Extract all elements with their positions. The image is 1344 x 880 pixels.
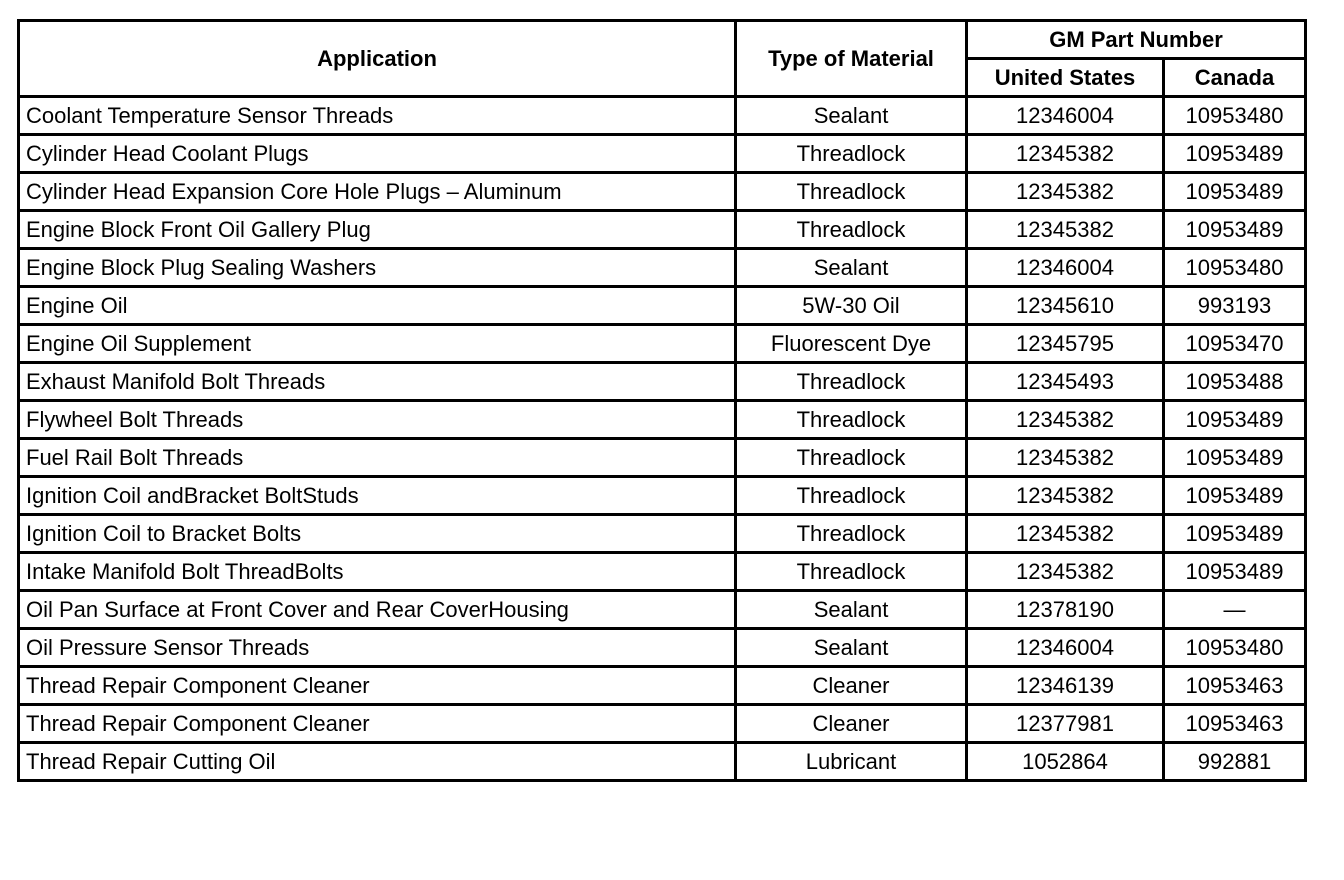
table-row: [19, 515, 1306, 553]
canada-part-number-cell: 10953489: [1164, 477, 1306, 515]
us-part-number-cell: 12377981: [967, 705, 1164, 743]
material-cell: 5W-30 Oil: [736, 287, 967, 325]
application-cell: Cylinder Head Expansion Core Hole Plugs – Aluminum: [19, 173, 736, 211]
us-part-number-cell: 12346139: [967, 667, 1164, 705]
application-cell: Ignition Coil to Bracket Bolts: [19, 515, 736, 553]
canada-part-number-cell: 10953489: [1164, 515, 1306, 553]
table-row: [19, 705, 1306, 743]
material-cell: Lubricant: [736, 743, 967, 781]
application-cell: Flywheel Bolt Threads: [19, 401, 736, 439]
canada-part-number-cell: 10953489: [1164, 439, 1306, 477]
table-row: [19, 135, 1306, 173]
us-part-number-cell: 12378190: [967, 591, 1164, 629]
table-row: [19, 287, 1306, 325]
material-cell: Sealant: [736, 249, 967, 287]
material-cell: Threadlock: [736, 363, 967, 401]
application-cell: Exhaust Manifold Bolt Threads: [19, 363, 736, 401]
material-cell: Fluorescent Dye: [736, 325, 967, 363]
table-row: [19, 401, 1306, 439]
canada-part-number-cell: 10953480: [1164, 97, 1306, 135]
material-cell: Sealant: [736, 629, 967, 667]
canada-part-number-cell: 10953489: [1164, 173, 1306, 211]
material-cell: Threadlock: [736, 553, 967, 591]
table-row: [19, 553, 1306, 591]
canada-part-number-cell: 10953480: [1164, 249, 1306, 287]
us-part-number-cell: 12346004: [967, 629, 1164, 667]
table-row: [19, 667, 1306, 705]
material-cell: Threadlock: [736, 515, 967, 553]
canada-part-number-cell: 10953470: [1164, 325, 1306, 363]
us-part-number-cell: 12345610: [967, 287, 1164, 325]
canada-part-number-cell: 10953463: [1164, 705, 1306, 743]
application-cell: Engine Block Front Oil Gallery Plug: [19, 211, 736, 249]
canada-part-number-cell: 992881: [1164, 743, 1306, 781]
table-row: [19, 325, 1306, 363]
material-cell: Threadlock: [736, 211, 967, 249]
material-cell: Cleaner: [736, 667, 967, 705]
application-cell: Cylinder Head Coolant Plugs: [19, 135, 736, 173]
canada-part-number-cell: 10953480: [1164, 629, 1306, 667]
us-part-number-cell: 12345382: [967, 401, 1164, 439]
canada-part-number-cell: 993193: [1164, 287, 1306, 325]
canada-part-number-cell: —: [1164, 591, 1306, 629]
table-row: [19, 591, 1306, 629]
application-cell: Intake Manifold Bolt ThreadBolts: [19, 553, 736, 591]
us-part-number-cell: 12346004: [967, 97, 1164, 135]
application-cell: Thread Repair Cutting Oil: [19, 743, 736, 781]
us-part-number-cell: 12345382: [967, 135, 1164, 173]
table-row: [19, 743, 1306, 781]
material-cell: Cleaner: [736, 705, 967, 743]
application-cell: Thread Repair Component Cleaner: [19, 705, 736, 743]
table-header: [19, 21, 1306, 97]
us-part-number-cell: 1052864: [967, 743, 1164, 781]
us-part-number-cell: 12346004: [967, 249, 1164, 287]
application-cell: Thread Repair Component Cleaner: [19, 667, 736, 705]
canada-part-number-cell: 10953489: [1164, 553, 1306, 591]
table-body: [19, 97, 1306, 781]
canada-header: Canada: [1164, 59, 1306, 97]
header-row: [19, 21, 1306, 59]
material-cell: Threadlock: [736, 477, 967, 515]
us-part-number-cell: 12345382: [967, 477, 1164, 515]
application-cell: Oil Pressure Sensor Threads: [19, 629, 736, 667]
material-cell: Sealant: [736, 591, 967, 629]
application-cell: Fuel Rail Bolt Threads: [19, 439, 736, 477]
parts-table: [17, 19, 1307, 782]
canada-part-number-cell: 10953488: [1164, 363, 1306, 401]
table-row: [19, 97, 1306, 135]
us-part-number-cell: 12345382: [967, 439, 1164, 477]
canada-part-number-cell: 10953489: [1164, 401, 1306, 439]
application-cell: Coolant Temperature Sensor Threads: [19, 97, 736, 135]
us-part-number-cell: 12345382: [967, 211, 1164, 249]
application-cell: Engine Block Plug Sealing Washers: [19, 249, 736, 287]
table-row: [19, 173, 1306, 211]
us-part-number-cell: 12345795: [967, 325, 1164, 363]
application-cell: Engine Oil: [19, 287, 736, 325]
material-cell: Threadlock: [736, 135, 967, 173]
table-row: [19, 439, 1306, 477]
us-part-number-cell: 12345382: [967, 173, 1164, 211]
us-part-number-cell: 12345382: [967, 515, 1164, 553]
canada-part-number-cell: 10953489: [1164, 211, 1306, 249]
table-row: [19, 477, 1306, 515]
canada-part-number-cell: 10953463: [1164, 667, 1306, 705]
us-part-number-cell: 12345493: [967, 363, 1164, 401]
table-row: [19, 211, 1306, 249]
table-row: [19, 629, 1306, 667]
material-cell: Threadlock: [736, 439, 967, 477]
us-header: United States: [967, 59, 1164, 97]
application-cell: Oil Pan Surface at Front Cover and Rear CoverHousing: [19, 591, 736, 629]
part-number-header: GM Part Number: [967, 21, 1306, 59]
material-cell: Threadlock: [736, 401, 967, 439]
material-cell: Threadlock: [736, 173, 967, 211]
material-header: Type of Material: [736, 21, 967, 97]
material-cell: Sealant: [736, 97, 967, 135]
us-part-number-cell: 12345382: [967, 553, 1164, 591]
application-cell: Ignition Coil andBracket BoltStuds: [19, 477, 736, 515]
table-row: [19, 249, 1306, 287]
canada-part-number-cell: 10953489: [1164, 135, 1306, 173]
application-cell: Engine Oil Supplement: [19, 325, 736, 363]
application-header: Application: [19, 21, 736, 97]
table-row: [19, 363, 1306, 401]
